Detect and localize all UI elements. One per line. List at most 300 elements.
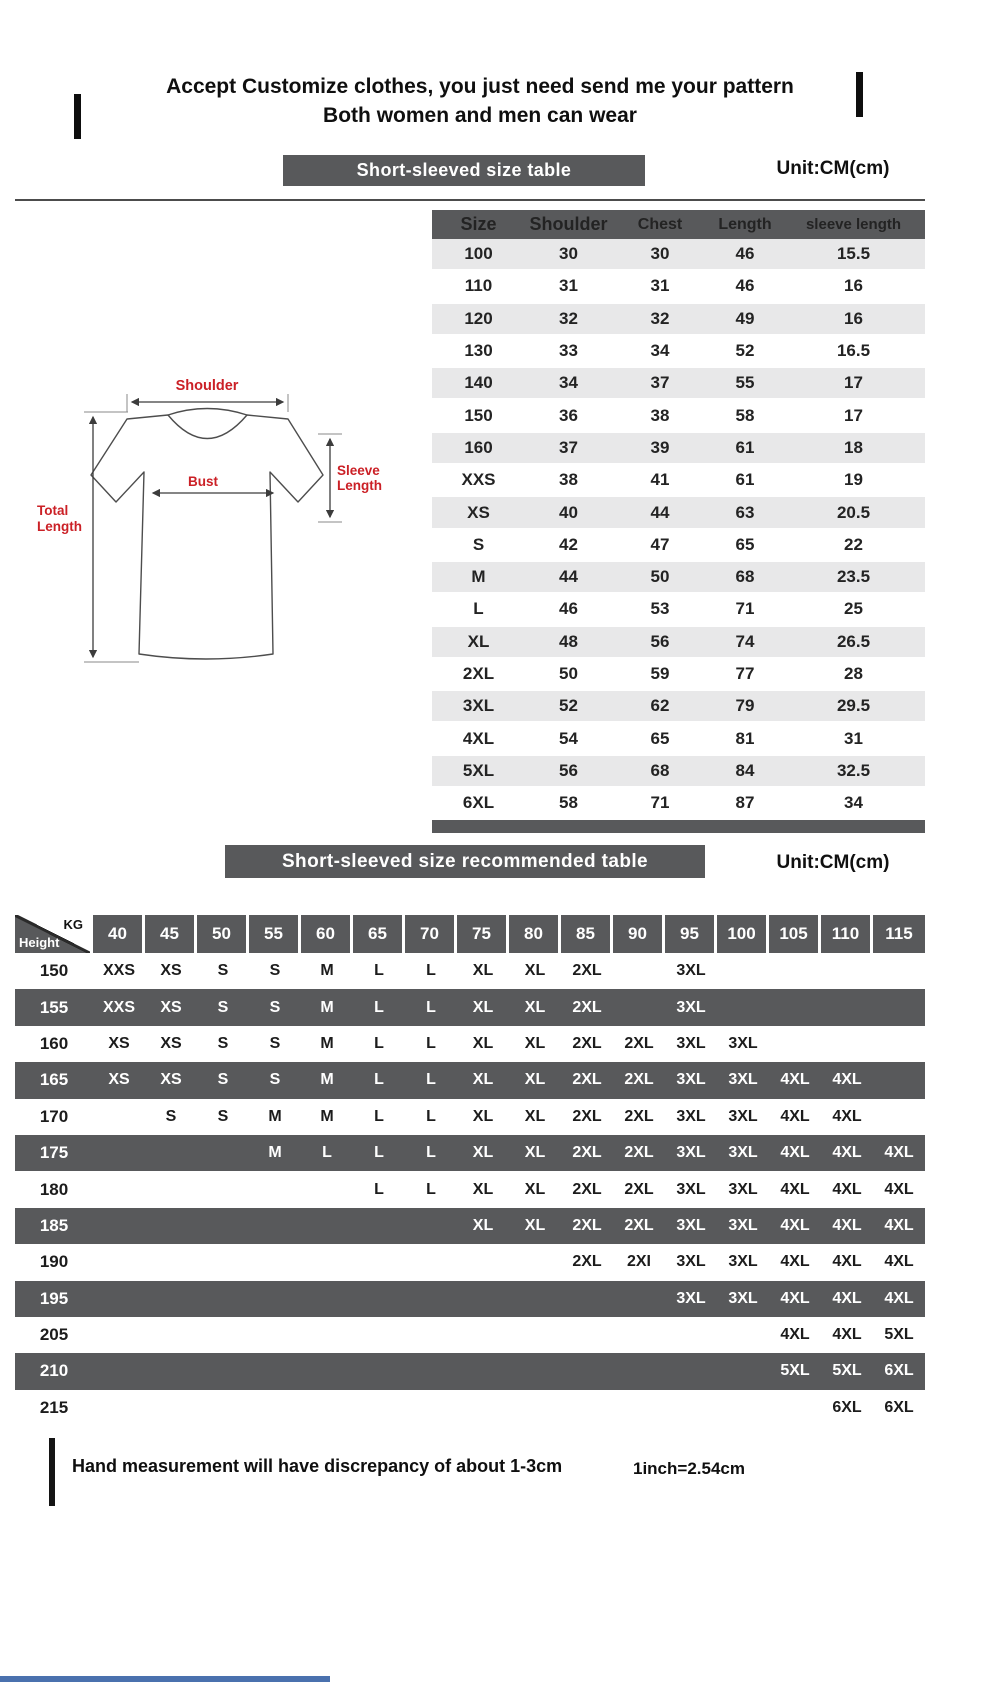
recommend-cell: 4XL [884, 1216, 914, 1234]
size-table-cell: L [473, 599, 484, 619]
size-table-cell: 29.5 [836, 696, 871, 716]
size-table-banner: Short-sleeved size table [283, 155, 645, 186]
recommend-cell: 4XL [832, 1144, 862, 1162]
recommend-row [15, 1026, 925, 1062]
recommend-cell: 2XL [572, 1034, 602, 1052]
size-table-cell: 23.5 [836, 567, 871, 587]
recommend-cell: S [217, 998, 229, 1016]
bottom-accent-strip [0, 1676, 330, 1682]
recommend-cell: L [426, 962, 436, 980]
size-table-cell: 38 [559, 470, 578, 490]
recommend-cell: 3XL [728, 1289, 758, 1307]
weight-header-cell: 110 [821, 915, 873, 953]
recommend-cell: L [374, 1180, 384, 1198]
height-label-cell: 185 [39, 1215, 69, 1235]
recommend-cell: 4XL [884, 1144, 914, 1162]
weight-header-cell: 50 [197, 915, 249, 953]
recommend-cell: 3XL [676, 1144, 706, 1162]
recommend-cell: 4XL [780, 1107, 810, 1125]
recommend-table-unit-label: Unit:CM(cm) [776, 852, 890, 873]
size-table-body [432, 239, 925, 820]
size-table-cell: 49 [735, 308, 755, 328]
weight-header-cell: 100 [717, 915, 769, 953]
size-table-cell: 65 [735, 534, 755, 554]
size-table-row [432, 304, 925, 336]
size-table-row [432, 271, 925, 303]
recommend-cell: L [374, 1144, 384, 1162]
recommend-cell: 4XL [780, 1253, 810, 1271]
size-table-cell: 6XL [462, 793, 495, 813]
size-table-cell: 33 [559, 341, 578, 361]
recommend-row [15, 1390, 925, 1426]
recommend-cell: 2XL [624, 1034, 654, 1052]
size-table-cell: 44 [650, 502, 670, 522]
recommend-cell: 4XL [832, 1071, 862, 1089]
size-table-cell: 150 [464, 405, 493, 425]
recommend-cell: L [322, 1144, 332, 1162]
recommend-cell: 4XL [884, 1180, 914, 1198]
size-table-header-cell: Length [718, 215, 772, 233]
size-table-row [432, 530, 925, 562]
size-table-cell: 77 [735, 664, 755, 683]
size-table-cell: 46 [735, 244, 755, 264]
size-table-cell: S [472, 534, 485, 554]
recommend-cell: 3XL [676, 1216, 706, 1234]
recommend-cell: 2XL [572, 1144, 602, 1162]
recommend-cell: 3XL [728, 1253, 758, 1271]
size-table-cell: 68 [735, 567, 755, 587]
weight-header-cell: 60 [301, 915, 353, 953]
size-table-cell: 130 [464, 341, 493, 361]
bust-label: Bust [188, 474, 218, 489]
recommend-cell: 6XL [832, 1398, 862, 1416]
recommend-cell: 4XL [884, 1253, 914, 1271]
page-title-line1: Accept Customize clothes, you just need send me your pattern [166, 75, 794, 98]
recommend-cell: 4XL [780, 1071, 810, 1089]
recommend-cell: S [269, 962, 281, 980]
recommend-row [15, 1099, 925, 1135]
size-table-header-cell: Size [460, 214, 497, 234]
height-label-cell: 175 [39, 1143, 69, 1163]
size-table-cell: 39 [650, 437, 670, 457]
size-table-cell: 63 [735, 502, 755, 522]
measurement-note: Hand measurement will have discrepancy of about 1-3cm [72, 1456, 563, 1476]
size-table-row [432, 433, 925, 465]
recommend-cell: S [269, 1071, 281, 1089]
size-table-cell: 46 [735, 276, 755, 296]
recommend-cell: 2XL [572, 1216, 602, 1234]
height-label-cell: 195 [39, 1288, 69, 1308]
recommend-cell: M [268, 1144, 282, 1162]
size-table-cell: 25 [844, 599, 863, 619]
size-table-cell: 34 [844, 793, 863, 813]
size-table-cell: 37 [650, 373, 670, 393]
size-table-cell: 34 [650, 341, 670, 361]
size-table-cell: 120 [464, 308, 493, 328]
size-table-cell: 59 [650, 664, 670, 683]
recommend-cell: L [374, 1034, 384, 1052]
recommend-cell: L [426, 1107, 436, 1125]
recommend-cell: L [374, 962, 384, 980]
size-table-cell: 81 [735, 728, 755, 748]
size-table-cell: 37 [559, 437, 578, 457]
size-table-cell: 160 [464, 437, 493, 457]
recommend-cell: 2XL [624, 1071, 654, 1089]
size-table-cell: 3XL [462, 696, 495, 716]
recommend-cell: XL [472, 1071, 494, 1089]
size-table-cell: 15.5 [836, 244, 871, 264]
size-table-row [432, 465, 925, 497]
size-table-header-cell: Shoulder [529, 214, 608, 234]
recommend-cell: M [320, 1034, 334, 1052]
size-table-cell: 31 [650, 276, 670, 296]
size-table-footer-bar [432, 820, 925, 833]
size-table-cell: 26.5 [836, 631, 871, 651]
size-table-row [432, 336, 925, 368]
recommend-cell: L [374, 998, 384, 1016]
size-table-header-cell: sleeve length [805, 216, 902, 233]
recommend-cell: M [320, 1107, 334, 1125]
recommend-cell: XS [160, 962, 182, 980]
recommend-cell: S [165, 1107, 177, 1125]
weight-header-cell: 45 [145, 915, 197, 953]
size-table-cell: 47 [650, 534, 670, 554]
weight-header-cell: 70 [405, 915, 457, 953]
recommend-cell: 5XL [832, 1362, 862, 1380]
size-table-cell: 65 [650, 728, 670, 748]
size-table-cell: 17 [844, 405, 863, 425]
size-table-cell: 110 [464, 276, 493, 296]
recommend-row [15, 989, 925, 1025]
size-table-cell: 28 [844, 664, 863, 683]
recommend-cell: XS [108, 1034, 130, 1052]
height-axis-label: Height [19, 935, 60, 950]
size-table-cell: 52 [735, 341, 755, 361]
recommend-cell: 3XL [676, 962, 706, 980]
recommend-cell: XS [108, 1071, 130, 1089]
recommend-cell: XL [524, 1144, 546, 1162]
size-table-cell: 84 [735, 760, 755, 780]
size-table-row [432, 788, 925, 820]
kg-axis-label: KG [63, 917, 83, 932]
size-table-cell: 61 [735, 437, 755, 457]
recommend-cell: S [217, 1071, 229, 1089]
size-table-cell: 16.5 [836, 341, 871, 361]
recommend-cell: M [268, 1107, 282, 1125]
size-table-row [432, 400, 925, 432]
recommend-cell: XS [160, 998, 182, 1016]
recommend-cell: S [269, 998, 281, 1016]
recommend-cell: L [374, 1107, 384, 1125]
recommend-cell: 3XL [676, 998, 706, 1016]
size-table-cell: 16 [844, 308, 863, 328]
recommend-cell: XL [472, 1180, 494, 1198]
recommend-cell: XL [472, 1034, 494, 1052]
recommend-cell: 3XL [728, 1034, 758, 1052]
size-table-cell: XXS [461, 470, 496, 490]
recommend-cell: XL [472, 1107, 494, 1125]
size-table-cell: 58 [559, 793, 578, 813]
height-label-cell: 155 [39, 997, 69, 1017]
size-table-row [432, 562, 925, 594]
recommend-row [15, 1281, 925, 1317]
recommend-cell: 3XL [728, 1180, 758, 1198]
recommend-cell: 3XL [728, 1071, 758, 1089]
height-label-cell: 150 [39, 961, 69, 981]
recommend-cell: XL [524, 962, 546, 980]
weight-header-cell: 85 [561, 915, 613, 953]
height-label-cell: 205 [39, 1325, 69, 1345]
size-table-cell: 34 [559, 373, 578, 393]
page-title-line2: Both women and men can wear [323, 104, 637, 127]
size-table-cell: 41 [650, 470, 670, 490]
recommend-cell: 2XL [572, 1107, 602, 1125]
recommend-cell: 3XL [676, 1071, 706, 1089]
recommend-cell: 3XL [676, 1289, 706, 1307]
recommend-row [15, 1208, 925, 1244]
size-table-cell: 48 [559, 631, 578, 651]
recommend-cell: S [269, 1034, 281, 1052]
recommend-cell: XL [524, 1034, 546, 1052]
size-table-cell: 54 [559, 728, 578, 748]
recommend-cell: 4XL [832, 1289, 862, 1307]
recommend-cell: 4XL [884, 1289, 914, 1307]
recommend-cell: 4XL [780, 1180, 810, 1198]
size-table-unit-label: Unit:CM(cm) [776, 158, 890, 179]
recommend-cell: 6XL [884, 1398, 914, 1416]
height-label-cell: 215 [39, 1397, 69, 1417]
recommend-cell: 2XL [572, 962, 602, 980]
recommend-cell: M [320, 962, 334, 980]
recommend-cell: 2XL [572, 1253, 602, 1271]
recommend-cell: 3XL [728, 1216, 758, 1234]
size-table-cell: 22 [844, 534, 863, 554]
size-table-cell: 56 [559, 760, 578, 780]
shoulder-arrow [127, 394, 288, 412]
size-table-cell: 2XL [462, 664, 495, 683]
recommend-row [15, 1171, 925, 1207]
recommend-table-banner: Short-sleeved size recommended table [225, 845, 705, 878]
recommend-row [15, 1135, 925, 1171]
height-label-cell: 165 [39, 1070, 69, 1090]
height-label-cell: 180 [39, 1179, 69, 1199]
recommend-cell: XL [472, 1144, 494, 1162]
recommend-cell: XL [524, 1180, 546, 1198]
recommend-cell: 5XL [884, 1326, 914, 1344]
size-table-cell: 32 [559, 308, 578, 328]
recommend-cell: XL [524, 1071, 546, 1089]
recommend-row [15, 953, 925, 989]
size-table-cell: 46 [559, 599, 578, 619]
recommend-cell: XL [524, 1216, 546, 1234]
corner-cell [15, 915, 93, 953]
size-table-cell: 32.5 [836, 760, 871, 780]
size-table-cell: 40 [559, 502, 578, 522]
shoulder-label: Shoulder [175, 378, 239, 394]
recommend-cell: 4XL [832, 1326, 862, 1344]
size-table-row [432, 659, 925, 691]
size-table-cell: 68 [650, 760, 670, 780]
weight-header-cell: 40 [93, 915, 145, 953]
tshirt-measurement-diagram [20, 362, 420, 707]
recommend-table-body [15, 953, 925, 1426]
recommend-cell: 3XL [728, 1107, 758, 1125]
size-table-cell: 56 [650, 631, 670, 651]
size-table-row [432, 723, 925, 755]
recommend-cell: L [426, 1034, 436, 1052]
footer-note-bar [49, 1438, 55, 1506]
size-table-cell: 55 [735, 373, 755, 393]
size-table-cell: XS [467, 502, 490, 522]
size-table-header-cell: Chest [637, 215, 683, 233]
size-table-cell: 30 [650, 244, 670, 264]
recommend-cell: 4XL [832, 1216, 862, 1234]
recommend-cell: XXS [102, 962, 135, 980]
recommend-cell: 2XL [624, 1180, 654, 1198]
recommend-cell: 3XL [676, 1253, 706, 1271]
recommend-row [15, 1317, 925, 1353]
recommend-cell: 2XL [624, 1144, 654, 1162]
size-table-cell: 30 [559, 244, 578, 264]
recommend-cell: 4XL [780, 1144, 810, 1162]
size-table-cell: 53 [650, 599, 670, 619]
section-divider-line [15, 199, 925, 201]
height-label-cell: 170 [39, 1106, 69, 1126]
recommend-cell: XL [524, 998, 546, 1016]
size-table-cell: 71 [650, 793, 670, 813]
recommend-cell: 3XL [676, 1107, 706, 1125]
size-table-cell: 74 [735, 631, 755, 651]
weight-header-cell: 95 [665, 915, 717, 953]
size-table-cell: 61 [735, 470, 755, 490]
size-table-cell: XL [467, 631, 490, 651]
recommend-cell: XS [160, 1034, 182, 1052]
recommend-cell: 2XL [624, 1216, 654, 1234]
recommend-cell: XXS [102, 998, 135, 1016]
recommend-cell: 6XL [884, 1362, 914, 1380]
recommend-cell: S [217, 1107, 229, 1125]
height-label-cell: 160 [39, 1033, 69, 1053]
size-table-cell: 58 [735, 405, 755, 425]
size-table-cell: 18 [844, 437, 863, 457]
size-table-cell: 19 [844, 470, 863, 490]
recommend-cell: S [217, 1034, 229, 1052]
recommend-cell: 4XL [780, 1326, 810, 1344]
tshirt-outline [91, 415, 323, 659]
recommend-cell: XS [160, 1071, 182, 1089]
recommend-header-row [15, 915, 925, 953]
size-table-cell: 17 [844, 373, 863, 393]
size-table-row [432, 239, 925, 271]
recommend-cell: XL [472, 962, 494, 980]
size-table-row [432, 368, 925, 400]
recommend-cell: L [426, 998, 436, 1016]
height-label-cell: 210 [39, 1361, 69, 1381]
size-table-cell: 42 [559, 534, 578, 554]
size-table-cell: 36 [559, 405, 578, 425]
total-length-label-line1: Total [37, 503, 69, 518]
recommend-cell: 3XL [676, 1180, 706, 1198]
recommend-cell: M [320, 998, 334, 1016]
size-table-cell: 20.5 [836, 502, 871, 522]
recommend-cell: S [217, 962, 229, 980]
recommend-cell: 2XL [572, 1180, 602, 1198]
recommend-cell: XL [524, 1107, 546, 1125]
weight-header-cell: 80 [509, 915, 561, 953]
recommend-cell: 2XL [572, 998, 602, 1016]
weight-header-cell: 75 [457, 915, 509, 953]
weight-header-cell: 105 [769, 915, 821, 953]
height-label-cell: 190 [39, 1252, 69, 1272]
recommend-row [15, 1353, 925, 1389]
size-table-cell: 31 [844, 728, 863, 748]
size-table-cell: 4XL [462, 728, 495, 748]
size-table [432, 210, 925, 833]
size-table-cell: 31 [559, 276, 578, 296]
size-table-row [432, 691, 925, 723]
size-table-cell: M [471, 567, 486, 587]
recommend-cell: 5XL [780, 1362, 810, 1380]
inch-conversion-note: 1inch=2.54cm [633, 1459, 745, 1478]
size-table-cell: 16 [844, 276, 863, 296]
size-table-cell: 52 [559, 696, 578, 716]
size-table-cell: 71 [735, 599, 755, 619]
recommend-cell: XL [472, 1216, 494, 1234]
recommend-cell: 3XL [728, 1144, 758, 1162]
size-table-cell: 62 [650, 696, 670, 716]
size-table-cell: 140 [464, 373, 493, 393]
size-table-cell: 79 [735, 696, 755, 716]
recommend-row [15, 1244, 925, 1280]
recommend-cell: 4XL [832, 1107, 862, 1125]
size-table-cell: 32 [650, 308, 670, 328]
recommend-cell: XL [472, 998, 494, 1016]
size-table-cell: 50 [650, 567, 670, 587]
recommend-cell: 4XL [832, 1253, 862, 1271]
recommend-cell: 2XI [626, 1253, 651, 1271]
weight-header-cell: 65 [353, 915, 405, 953]
recommend-cell: 4XL [780, 1216, 810, 1234]
recommend-cell: L [426, 1144, 436, 1162]
size-table-row [432, 756, 925, 788]
recommend-cell: L [426, 1071, 436, 1089]
recommend-table [15, 915, 925, 1426]
size-table-cell: 100 [464, 244, 493, 264]
recommend-cell: 2XL [572, 1071, 602, 1089]
size-table-cell: 50 [559, 664, 578, 683]
recommend-row [15, 1062, 925, 1098]
weight-header-cell: 55 [249, 915, 301, 953]
size-table-header-row [432, 210, 925, 239]
recommend-cell: M [320, 1071, 334, 1089]
page-title [40, 72, 920, 130]
recommend-cell: L [374, 1071, 384, 1089]
tshirt-collar [168, 409, 247, 416]
weight-header-cell: 115 [873, 915, 925, 953]
size-table-cell: 44 [559, 567, 578, 587]
size-table-row [432, 627, 925, 659]
size-table-cell: 5XL [462, 760, 495, 780]
sleeve-length-label-line2: Length [337, 478, 382, 493]
size-table-row [432, 594, 925, 626]
recommend-cell: 3XL [676, 1034, 706, 1052]
total-length-label-line2: Length [37, 519, 82, 534]
sleeve-length-label-line1: Sleeve [337, 463, 380, 478]
recommend-cell: 2XL [624, 1107, 654, 1125]
weight-header-cell: 90 [613, 915, 665, 953]
recommend-cell: L [426, 1180, 436, 1198]
recommend-cell: 4XL [832, 1180, 862, 1198]
